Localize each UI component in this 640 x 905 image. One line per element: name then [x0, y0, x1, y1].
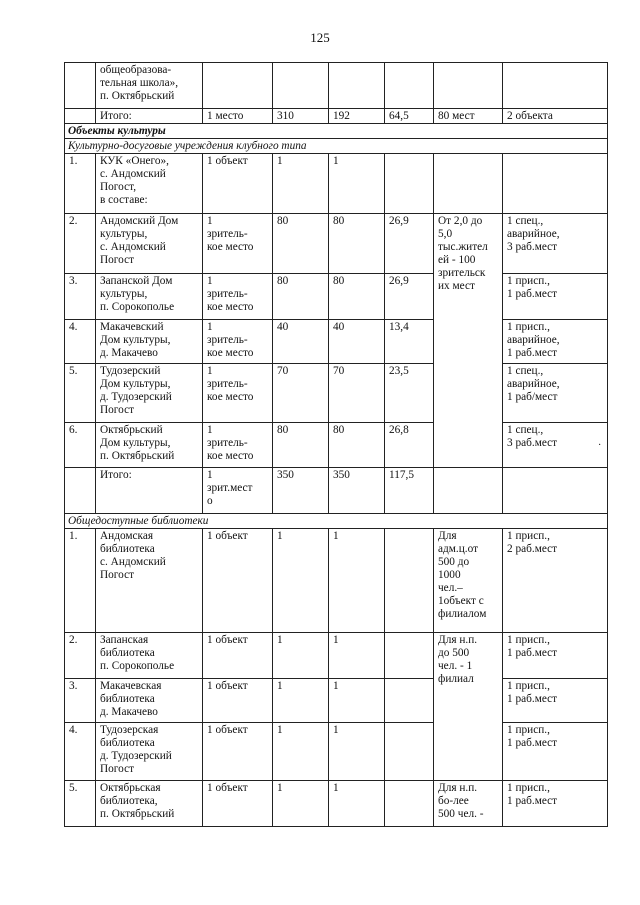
table-row: [65, 723, 608, 781]
cell-c4: 310: [273, 109, 329, 124]
cell-c6: [385, 723, 434, 781]
cell-c3: 1 объект: [203, 154, 273, 214]
cell-c5: [329, 63, 385, 109]
cell-c6: [385, 679, 434, 723]
cell-c8: 1 присп., 1 раб.мест: [503, 633, 608, 679]
cell-c3: 1 зритель- кое место: [203, 274, 273, 320]
cell-c8: [503, 468, 608, 514]
cell-c5: 1: [329, 154, 385, 214]
cell-num: 4.: [65, 723, 96, 781]
cell-c6: 26,9: [385, 214, 434, 274]
cell-c4: 80: [273, 423, 329, 468]
cell-num: 3.: [65, 274, 96, 320]
cell-name: Тудозерская библиотека д. Тудозерский Погост: [96, 723, 203, 781]
cell-c5: 350: [329, 468, 385, 514]
cell-c8: [503, 154, 608, 214]
cell-c4: 1: [273, 723, 329, 781]
facilities-table: [64, 62, 608, 827]
cell-c4: [273, 63, 329, 109]
total-row: [65, 468, 608, 514]
cell-c5: 1: [329, 781, 385, 827]
cell-c5: 70: [329, 364, 385, 423]
section-culture: Объекты культуры: [65, 124, 608, 139]
table-row: [65, 633, 608, 679]
section-heading-row: [65, 124, 608, 139]
cell-c6: [385, 633, 434, 679]
cell-name: Макачевский Дом культуры, д. Макачево: [96, 320, 203, 364]
cell-name: Тудозерский Дом культуры, д. Тудозерский Погост: [96, 364, 203, 423]
cell-c4: 1: [273, 633, 329, 679]
cell-c5: 80: [329, 214, 385, 274]
cell-c8: 2 объекта: [503, 109, 608, 124]
cell-c3: 1 объект: [203, 529, 273, 633]
table-row: [65, 529, 608, 633]
cell-c6: 26,8: [385, 423, 434, 468]
cell-c4: 1: [273, 781, 329, 827]
cell-c4: 1: [273, 154, 329, 214]
cell-c6: 117,5: [385, 468, 434, 514]
cell-c3: 1 место: [203, 109, 273, 124]
cell-c6: 64,5: [385, 109, 434, 124]
cell-c7: Для н.п. бо-лее 500 чел. -: [434, 781, 503, 827]
table-row: [65, 679, 608, 723]
table-row: [65, 274, 608, 320]
cell-lib-norm: Для н.п. до 500 чел. - 1 филиал: [434, 633, 503, 781]
cell-c5: 40: [329, 320, 385, 364]
cell-c6: 26,9: [385, 274, 434, 320]
cell-c4: 80: [273, 274, 329, 320]
cell-c8: 1 присп., 2 раб.мест: [503, 529, 608, 633]
cell-name: Итого:: [96, 109, 203, 124]
cell-c5: 1: [329, 679, 385, 723]
table-row: [65, 364, 608, 423]
cell-c3: 1 объект: [203, 781, 273, 827]
subsection-heading-row: [65, 139, 608, 154]
cell-num: 1.: [65, 154, 96, 214]
table-row: [65, 214, 608, 274]
cell-c4: 80: [273, 214, 329, 274]
cell-c3: [203, 63, 273, 109]
cell-c7: [434, 468, 503, 514]
cell-c5: 80: [329, 274, 385, 320]
cell-num: [65, 468, 96, 514]
cell-c7: [434, 63, 503, 109]
subsection-libraries: Общедоступные библиотеки: [65, 514, 608, 529]
table-row: [65, 154, 608, 214]
subsection-heading-row: [65, 514, 608, 529]
cell-c8: 1 присп., 1 раб.мест: [503, 274, 608, 320]
cell-num: 2.: [65, 214, 96, 274]
cell-c6: 13,4: [385, 320, 434, 364]
cell-name: Октябрьский Дом культуры, п. Октябрьский: [96, 423, 203, 468]
subsection-clubs: Культурно-досуговые учреждения клубного типа: [65, 139, 608, 154]
cell-num: 5.: [65, 781, 96, 827]
cell-c5: 80: [329, 423, 385, 468]
cell-c7: [434, 154, 503, 214]
table-row: [65, 63, 608, 109]
table-row: [65, 781, 608, 827]
cell-c7: 80 мест: [434, 109, 503, 124]
cell-num: 4.: [65, 320, 96, 364]
cell-name: Октябрьская библиотека, п. Октябрьский: [96, 781, 203, 827]
cell-num: 6.: [65, 423, 96, 468]
cell-num: 3.: [65, 679, 96, 723]
cell-num: [65, 109, 96, 124]
cell-c3: 1 объект: [203, 633, 273, 679]
cell-c8: [503, 63, 608, 109]
cell-c5: 1: [329, 723, 385, 781]
cell-c4: 350: [273, 468, 329, 514]
cell-c6: [385, 781, 434, 827]
cell-c4: 40: [273, 320, 329, 364]
cell-name: Андомская библиотека с. Андомский Погост: [96, 529, 203, 633]
cell-c8: 1 спец., аварийное, 1 раб/мест: [503, 364, 608, 423]
cell-name: Запанская библиотека п. Сорокополье: [96, 633, 203, 679]
cell-c8: 1 спец., 3 раб.мест: [503, 423, 608, 468]
cell-c6: [385, 529, 434, 633]
cell-c3: 1 объект: [203, 679, 273, 723]
cell-num: 2.: [65, 633, 96, 679]
cell-c5: 192: [329, 109, 385, 124]
cell-c3: 1 зрит.мест о: [203, 468, 273, 514]
cell-c3: 1 зритель- кое место: [203, 364, 273, 423]
cell-c3: 1 зритель- кое место: [203, 320, 273, 364]
table-row: [65, 423, 608, 468]
cell-c3: 1 зритель- кое место: [203, 423, 273, 468]
cell-num: [65, 63, 96, 109]
cell-c4: 70: [273, 364, 329, 423]
cell-c6: [385, 154, 434, 214]
cell-c4: 1: [273, 529, 329, 633]
cell-name: общеобразова- тельная школа», п. Октябрьский: [96, 63, 203, 109]
cell-name: Запанской Дом культуры, п. Сорокополье: [96, 274, 203, 320]
cell-c7: Для адм.ц.от 500 до 1000 чел.– 1объект с филиалом: [434, 529, 503, 633]
cell-num: 5.: [65, 364, 96, 423]
table-row: [65, 320, 608, 364]
total-row: [65, 109, 608, 124]
cell-name: Итого:: [96, 468, 203, 514]
cell-c8: 1 спец., аварийное, 3 раб.мест: [503, 214, 608, 274]
cell-c8: 1 присп., аварийное, 1 раб.мест: [503, 320, 608, 364]
scan-speck: ·: [598, 440, 602, 451]
cell-name: Макачевская библиотека д. Макачево: [96, 679, 203, 723]
cell-c3: 1 зритель- кое место: [203, 214, 273, 274]
cell-club-norm: От 2,0 до 5,0 тыс.жител ей - 100 зрительск их мест: [434, 214, 503, 468]
cell-c5: 1: [329, 529, 385, 633]
cell-c6: [385, 63, 434, 109]
cell-num: 1.: [65, 529, 96, 633]
cell-c5: 1: [329, 633, 385, 679]
cell-c8: 1 присп., 1 раб.мест: [503, 679, 608, 723]
cell-c8: 1 присп., 1 раб.мест: [503, 781, 608, 827]
cell-name: КУК «Онего», с. Андомский Погост, в составе:: [96, 154, 203, 214]
cell-c6: 23,5: [385, 364, 434, 423]
cell-name: Андомский Дом культуры, с. Андомский Погост: [96, 214, 203, 274]
cell-c3: 1 объект: [203, 723, 273, 781]
cell-c8: 1 присп., 1 раб.мест: [503, 723, 608, 781]
cell-c4: 1: [273, 679, 329, 723]
page-number: 125: [310, 30, 330, 45]
